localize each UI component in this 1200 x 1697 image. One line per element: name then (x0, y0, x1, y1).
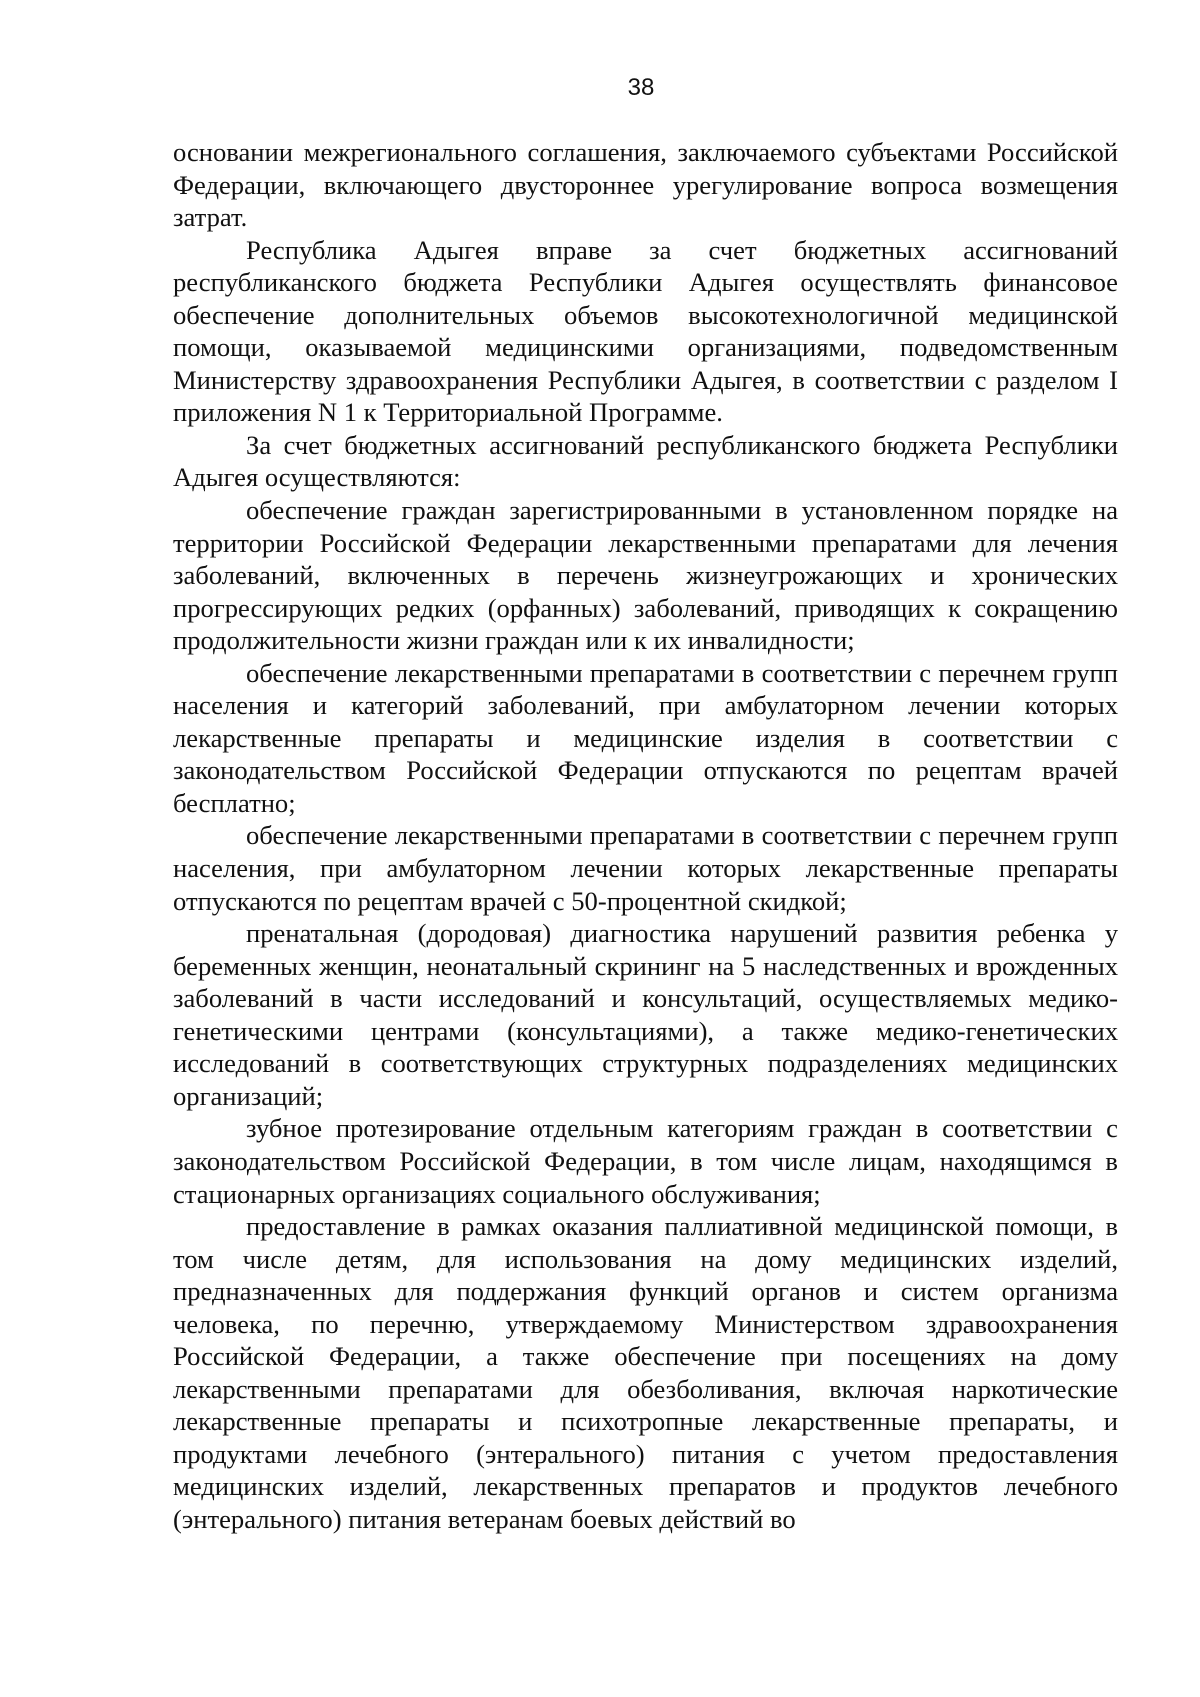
paragraph-dental-prosthetics: зубное протезирование отдельным категориям граждан в соответствии с законодательством Российской Федерации, в том числе лицам, находящимся в стационарных организациях социального обслуживания; (173, 1113, 1118, 1209)
paragraph-free-medications: обеспечение лекарственными препаратами в соответствии с перечнем групп населения и категорий заболеваний, при амбулаторном лечении которых лекарственные препараты и медицинские изделия в соответствии с законодательством Российской Федерации отпускаются по рецептам врачей бесплатно; (173, 657, 1118, 818)
page-number: 38 (627, 74, 655, 101)
paragraph-discount-medications: обеспечение лекарственными препаратами в соответствии с перечнем групп населения, при амбулаторном лечении которых лекарственные препараты отпускаются по рецептам врачей с 50-процентной скидкой; (173, 820, 1118, 916)
paragraph-prenatal-diagnostics: пренатальная (дородовая) диагностика нарушений развития ребенка у беременных женщин, неонатальный скрининг на 5 наследственных и врожденных заболеваний в части исследований и консультаций, осуществляемых медико-генетическими центрами (консультациями), а также медико-генетических исследований в соответствующих структурных подразделениях медицинских организаций; (173, 918, 1118, 1111)
paragraph-palliative-care: предоставление в рамках оказания паллиативной медицинской помощи, в том числе детям, для использования на дому медицинских изделий, предназначенных для поддержания функций органов и систем организма человека, по перечню, утверждаемому Министерством здравоохранения Российской Федерации, а также обеспечение при посещениях на дому лекарственными препаратами для обезболивания, включая наркотические лекарственные препараты и психотропные лекарственные препараты, и продуктами лечебного (энтерального) питания с учетом предоставления медицинских изделий, лекарственных препаратов и продуктов лечебного (энтерального) питания ветеранам боевых действий во (173, 1211, 1118, 1534)
paragraph-funding-high-tech-care: Республика Адыгея вправе за счет бюджетных ассигнований республиканского бюджета Республики Адыгея осуществлять финансовое обеспечение дополнительных объемов высокотехнологичной медицинской помощи, оказываемой медицинскими организациями, подведомственным Министерству здравоохранения Республики Адыгея, в соответствии с разделом I приложения N 1 к Территориальной Программе. (173, 234, 1118, 428)
paragraph-orphan-diseases: обеспечение граждан зарегистрированными в установленном порядке на территории Российской Федерации лекарственными препаратами для лечения заболеваний, включенных в перечень жизнеугрожающих и хронических прогрессирующих редких (орфанных) заболеваний, приводящих к сокращению продолжительности жизни граждан или к их инвалидности; (173, 495, 1118, 656)
paragraph-continuation: основании межрегионального соглашения, заключаемого субъектами Российской Федерации, включающего двустороннее урегулирование вопроса возмещения затрат. (173, 137, 1118, 233)
paragraph-budget-intro: За счет бюджетных ассигнований республиканского бюджета Республики Адыгея осуществляются: (173, 429, 1118, 493)
document-body (173, 136, 1118, 1536)
